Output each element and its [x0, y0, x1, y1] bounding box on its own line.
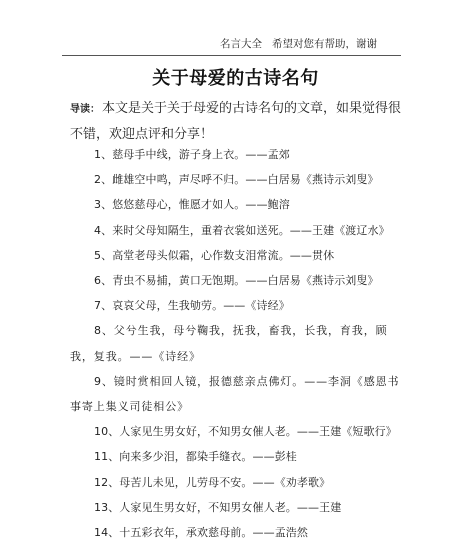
intro-label: 导读： — [70, 104, 100, 115]
quote-list — [70, 142, 406, 545]
quote-item: 8、父兮生我，母兮鞠我，抚我，畜我，长我，育我，顾我，复我。——《诗经》 — [70, 324, 388, 363]
quote-item: 4、来时父母知隔生，重着衣裳如送死。——王建《渡辽水》 — [94, 223, 390, 237]
site-name: 名言大全 — [220, 38, 262, 50]
quote-item: 1、慈母手中线，游子身上衣。——孟郊 — [94, 148, 290, 161]
quote-item: 2、雌雄空中鸣，声尽呼不归。——白居易《燕诗示刘叟》 — [94, 173, 379, 187]
quote-item: 6、青虫不易捕，黄口无饱期。——白居易《燕诗示刘叟》 — [94, 274, 379, 288]
quote-item: 9、镜时赏相回人镜，报德慈亲点佛灯。——李洞《感恩书事寄上集义司徒相公》 — [70, 374, 400, 414]
header-divider — [62, 55, 401, 56]
quote-item: 3、悠悠慈母心，惟愿才如人。——鲍溶 — [94, 198, 290, 212]
quote-item: 14、十五彩衣年，承欢慈母前。——孟浩然 — [94, 526, 308, 540]
intro-text: 本文是关于关于母爱的古诗名句的文章，如果觉得很不错，欢迎点评和分享！ — [70, 101, 402, 142]
site-slogan: 希望对您有帮助，谢谢 — [272, 38, 377, 50]
header-note — [220, 36, 377, 51]
quote-item: 12、母苦儿未见，儿劳母不安。——《劝孝歌》 — [94, 475, 331, 489]
page-title: 关于母爱的古诗名句 — [152, 68, 319, 89]
intro-paragraph — [70, 96, 406, 147]
quote-item: 5、高堂老母头似霜，心作数支泪常流。——贯休 — [94, 248, 335, 262]
quote-item: 11、向来多少泪，都染手缝衣。——彭桂 — [94, 450, 297, 464]
quote-item: 7、哀哀父母，生我劬劳。——《诗经》 — [94, 299, 290, 313]
quote-item: 10、人家见生男女好，不知男女催人老。——王建《短歌行》 — [94, 425, 397, 439]
quote-item: 13、人家见生男女好，不知男女催人老。——王建 — [94, 500, 342, 514]
